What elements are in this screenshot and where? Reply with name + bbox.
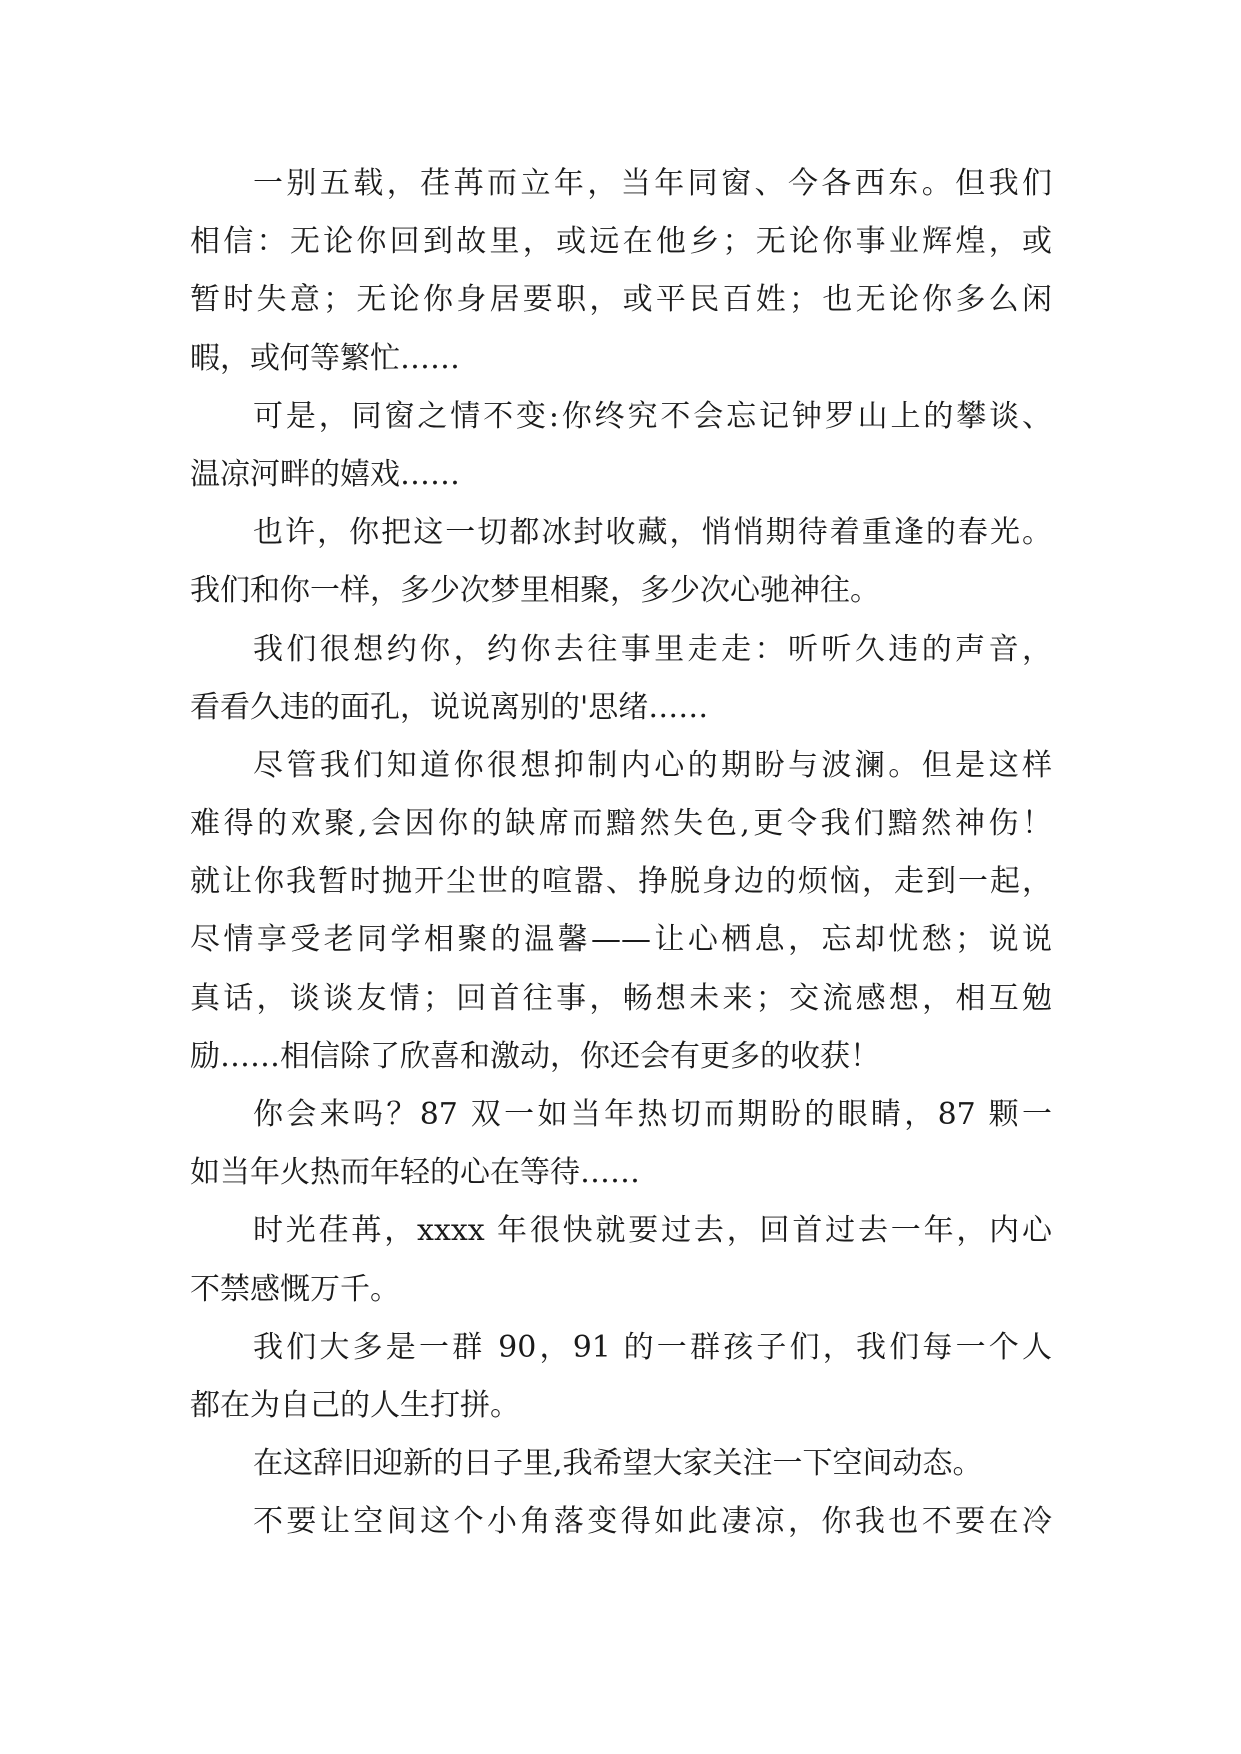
paragraph-line: 温凉河畔的嬉戏…… <box>190 456 460 492</box>
paragraph-line: 暇，或何等繁忙…… <box>190 340 460 376</box>
paragraph-line: 相信：无论你回到故里，或远在他乡；无论你事业辉煌，或 <box>190 224 1052 260</box>
paragraph-line: 时光荏苒，xxxx 年很快就要过去，回首过去一年，内心 <box>253 1213 1052 1249</box>
paragraph-line: 都在为自己的人生打拼。 <box>190 1387 520 1423</box>
document-body <box>190 155 1052 1552</box>
paragraph-line: 也许，你把这一切都冰封收藏，悄悄期待着重逢的春光。 <box>253 515 1052 551</box>
paragraph-line: 暂时失意；无论你身居要职，或平民百姓；也无论你多么闲 <box>190 282 1052 318</box>
paragraph-line: 真话，谈谈友情；回首往事，畅想未来；交流感想，相互勉 <box>190 980 1052 1016</box>
paragraph-line: 就让你我暂时抛开尘世的喧嚣、挣脱身边的烦恼，走到一起， <box>190 864 1052 900</box>
paragraph-line: 不禁感慨万千。 <box>190 1271 400 1307</box>
paragraph-line: 尽管我们知道你很想抑制内心的期盼与波澜。但是这样 <box>253 747 1052 783</box>
paragraph-line: 尽情享受老同学相聚的温馨——让心栖息，忘却忧愁；说说 <box>190 922 1052 958</box>
paragraph-line: 我们和你一样，多少次梦里相聚，多少次心驰神往。 <box>190 573 880 609</box>
paragraph-line: 不要让空间这个小角落变得如此凄凉，你我也不要在冷 <box>253 1504 1052 1540</box>
paragraph-line: 如当年火热而年轻的心在等待…… <box>190 1155 640 1191</box>
paragraph-line: 一别五载，荏苒而立年，当年同窗、今各西东。但我们 <box>253 166 1052 201</box>
paragraph-line: 励……相信除了欣喜和激动，你还会有更多的收获！ <box>190 1038 880 1074</box>
paragraph-line: 你会来吗？87 双一如当年热切而期盼的眼睛，87 颗一 <box>253 1097 1052 1132</box>
paragraph-line: 看看久违的面孔，说说离别的'思绪…… <box>190 689 709 725</box>
paragraph-line: 可是，同窗之情不变:你终究不会忘记钟罗山上的攀谈、 <box>253 398 1052 434</box>
paragraph-line: 难得的欢聚,会因你的缺席而黯然失色,更令我们黯然神伤！ <box>190 806 1052 842</box>
paragraph-line: 在这辞旧迎新的日子里,我希望大家关注一下空间动态。 <box>253 1446 983 1482</box>
paragraph-line: 我们大多是一群 90，91 的一群孩子们，我们每一个人 <box>253 1329 1052 1365</box>
paragraph-line: 我们很想约你，约你去往事里走走：听听久违的声音， <box>253 631 1052 667</box>
